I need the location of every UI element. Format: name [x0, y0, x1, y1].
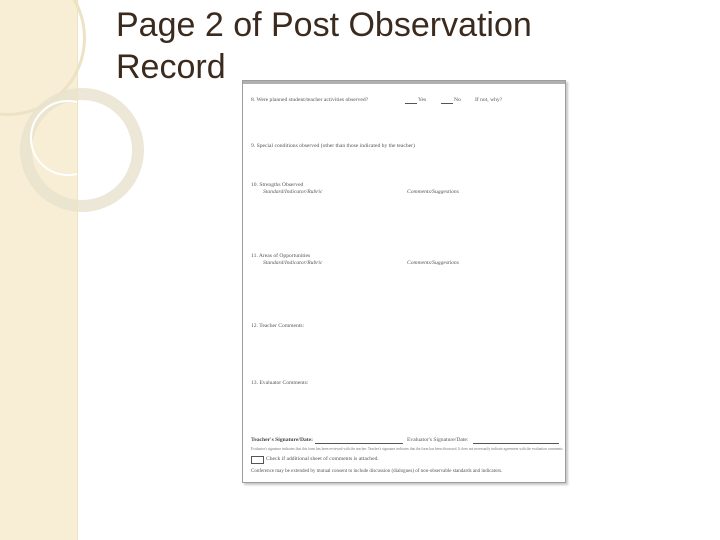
slide-title: Page 2 of Post Observation Record: [116, 6, 532, 86]
attachment-checkbox[interactable]: [251, 456, 264, 464]
q10-label: 10. Strengths Observed: [251, 182, 304, 188]
evaluator-signature-line: [473, 443, 559, 444]
q12-label: 12. Teacher Comments:: [251, 323, 305, 329]
q8-yes-blank: [405, 103, 417, 104]
signature-fineprint: Evaluator's signature indicates that this form has been reviewed with the teacher. Teacher's signature indicates that the form has been discussed. It does not necessarily indicate agreement with the evaluation comments.: [251, 447, 564, 451]
form-footer: Conference may be extended by mutual consent to include discussion (dialogues) of non-observable standards and indicators.: [251, 469, 503, 474]
q8-no-blank: [441, 103, 453, 104]
form-page-image: [242, 80, 566, 483]
q11-standard-header: Standard/Indicator/Rubric: [263, 260, 323, 266]
q8-no: No: [454, 97, 461, 103]
decorative-ring: [30, 100, 106, 176]
q8-why: If not, why?: [475, 97, 503, 103]
q10-standard-header: Standard/Indicator/Rubric: [263, 189, 323, 195]
teacher-signature-line: [315, 443, 403, 444]
q11-comments-header: Comments/Suggestions: [407, 260, 459, 266]
evaluator-signature-label: Evaluator's Signature/Date:: [407, 437, 469, 443]
q9-label: 9. Special conditions observed (other than those indicated by the teacher): [251, 143, 415, 149]
q13-label: 13. Evaluator Comments:: [251, 380, 309, 386]
decorative-side-band: [0, 0, 78, 540]
q8-yes: Yes: [418, 97, 427, 103]
attachment-checkbox-label: Check if additional sheet of comments is attached.: [266, 456, 379, 462]
q11-label: 11. Areas of Opportunities: [251, 253, 311, 259]
teacher-signature-label: Teacher's Signature/Date:: [251, 437, 313, 443]
q8-label: 8. Were planned student/teacher activities observed?: [251, 97, 369, 103]
q10-comments-header: Comments/Suggestions: [407, 189, 459, 195]
